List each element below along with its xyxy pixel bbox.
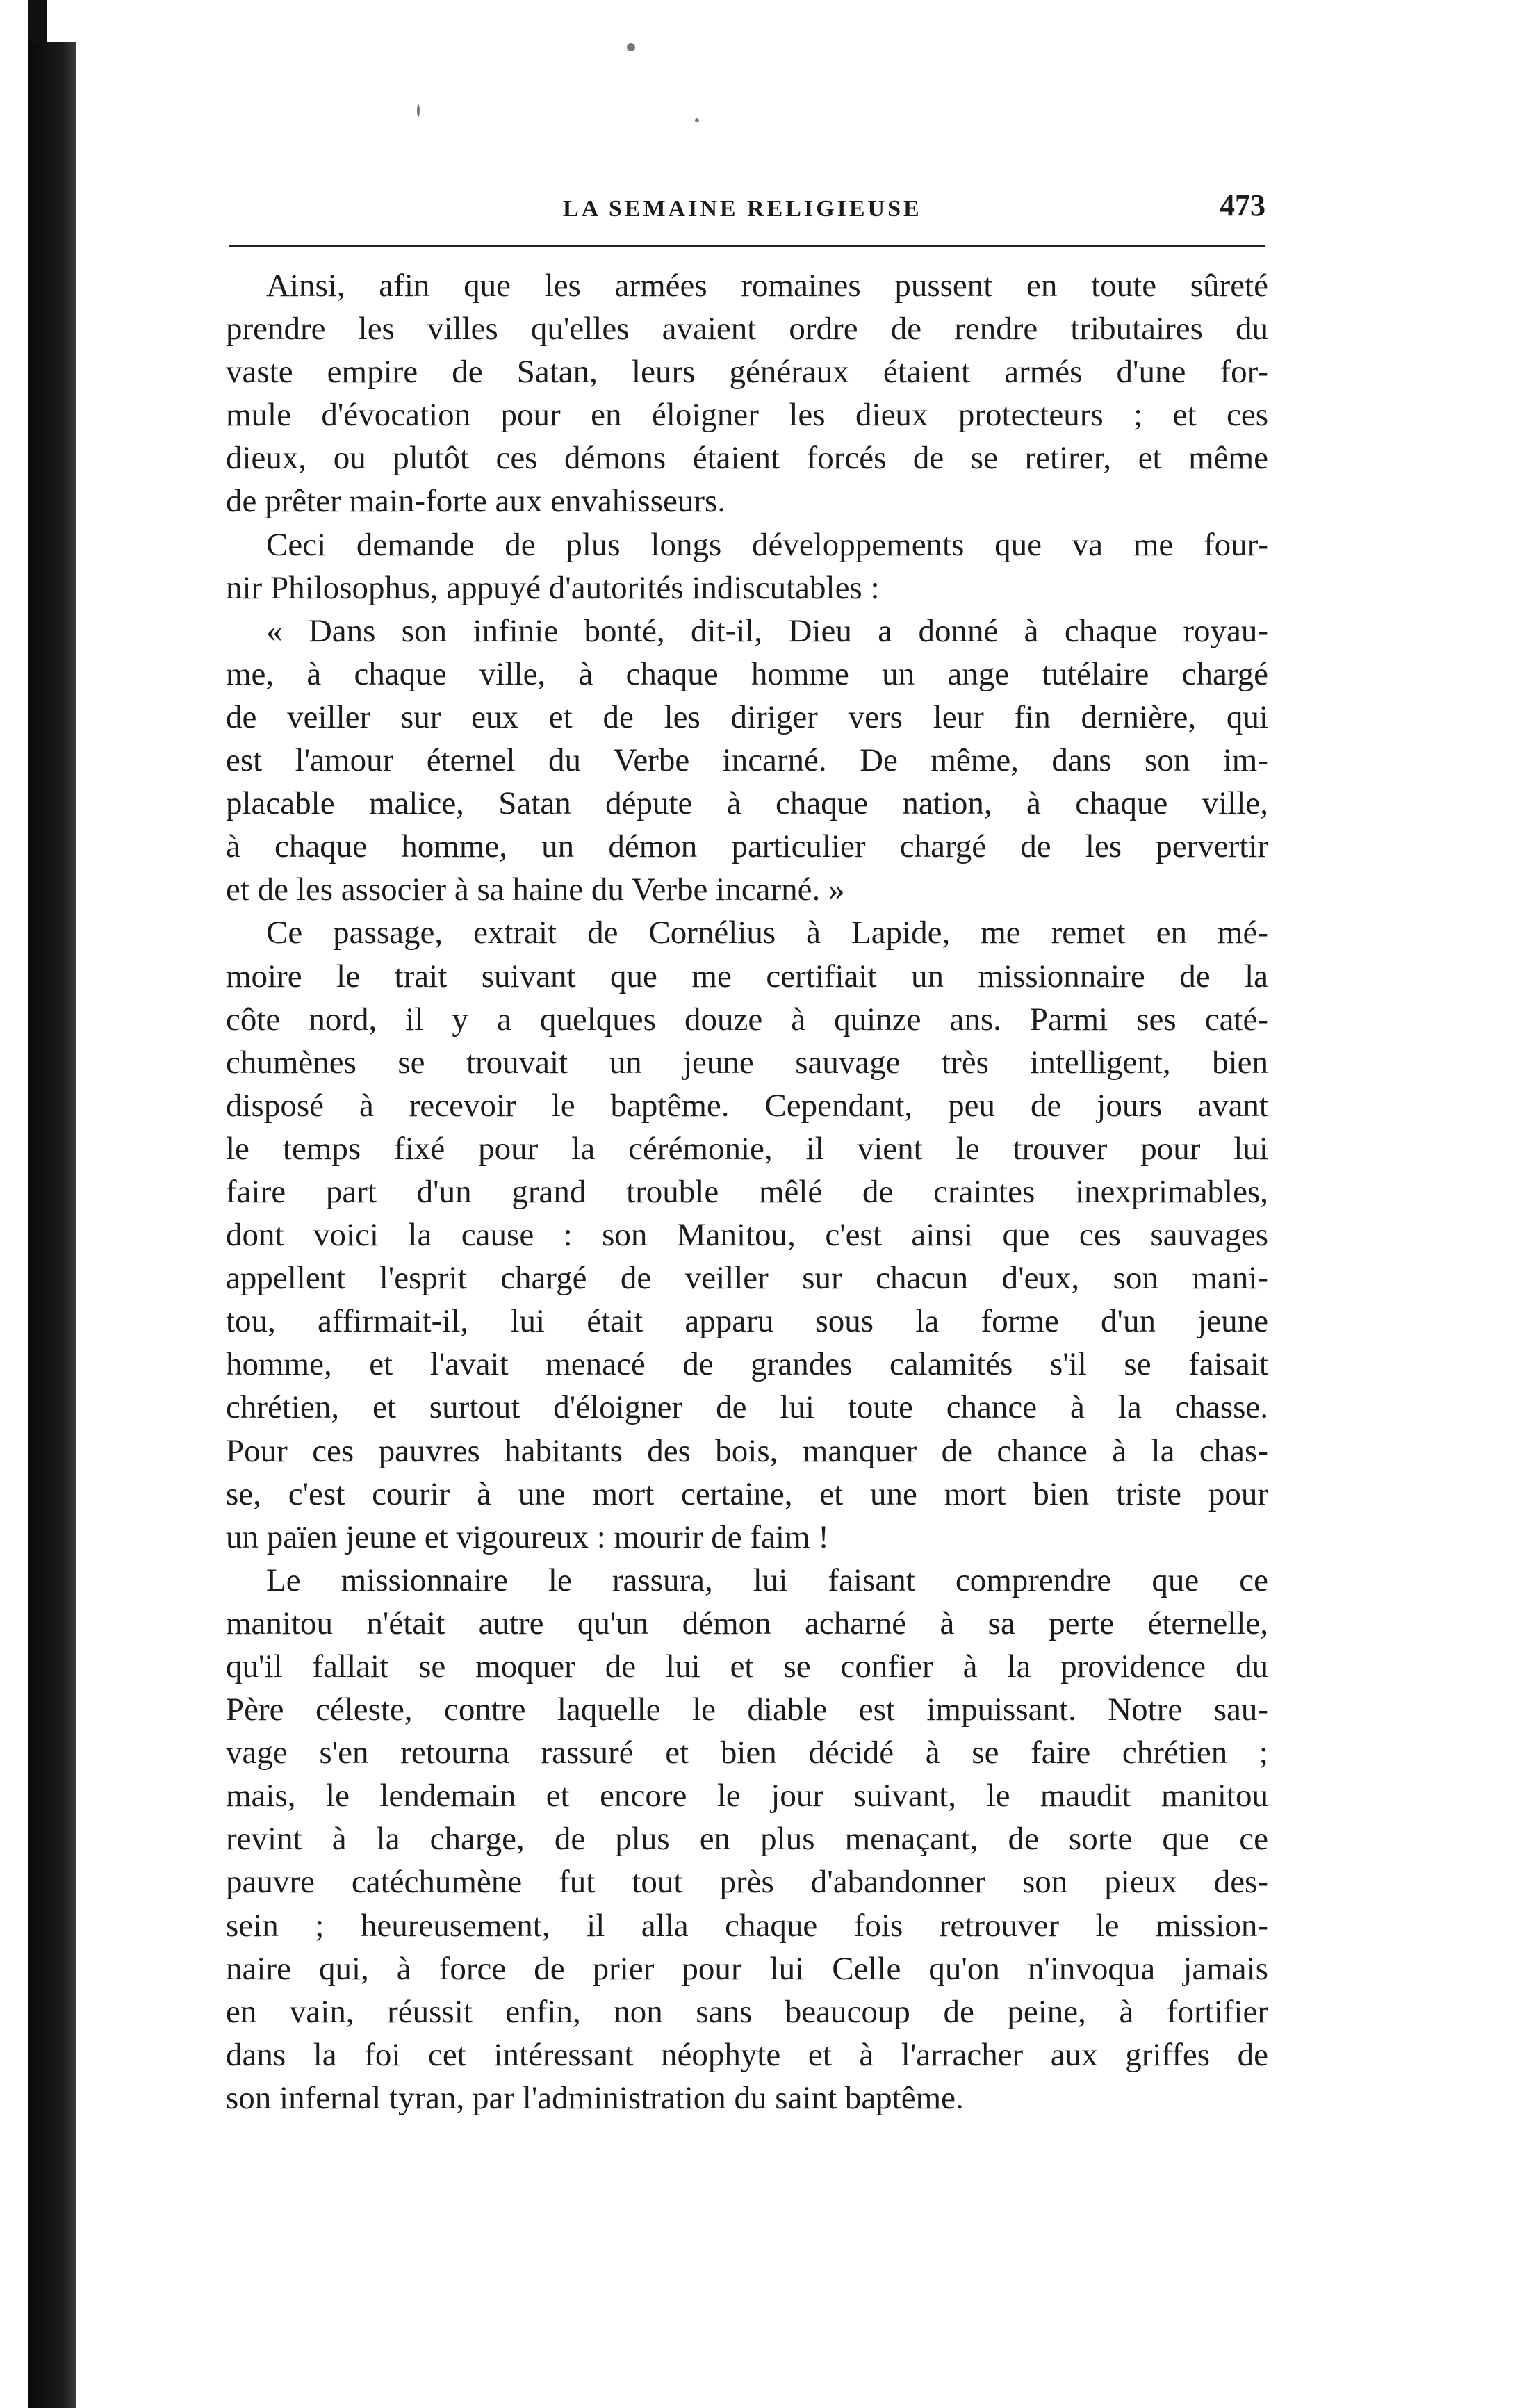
text-line: nir Philosophus, appuyé d'autorités indiscutables : (226, 569, 880, 606)
book-binding-edge (28, 42, 76, 2408)
text-line: se, c'est courir à une mort certaine, et une mort bien triste pour (226, 1475, 1268, 1512)
text-line: à chaque homme, un démon particulier chargé de les pervertir (226, 828, 1268, 865)
text-line: vage s'en retourna rassuré et bien décidé à se faire chrétien ; (226, 1735, 1268, 1771)
text-line: chrétien, et surtout d'éloigner de lui toute chance à la chasse. (226, 1389, 1268, 1426)
text-line: de prêter main-forte aux envahisseurs. (226, 483, 726, 520)
text-line: dont voici la cause : son Manitou, c'est ainsi que ces sauvages (226, 1217, 1268, 1254)
paragraph (226, 609, 1268, 912)
text-line: disposé à recevoir le baptême. Cependant, peu de jours avant (226, 1087, 1268, 1124)
paragraph (226, 523, 1268, 609)
text-line: dieux, ou plutôt ces démons étaient forcés de se retirer, et même (226, 440, 1268, 477)
header-rule (229, 245, 1265, 247)
text-line: faire part d'un grand trouble mêlé de craintes inexprimables, (226, 1173, 1268, 1210)
text-line: revint à la charge, de plus en plus menaçant, de sorte que ce (226, 1821, 1268, 1858)
text-line: Ceci demande de plus longs développements que va me four- (266, 526, 1268, 563)
text-line: Ce passage, extrait de Cornélius à Lapide, me remet en mé- (266, 915, 1268, 951)
text-line: vaste empire de Satan, leurs généraux étaient armés d'une for- (226, 354, 1268, 391)
text-line: « Dans son infinie bonté, dit-il, Dieu a donné à chaque royau- (266, 612, 1268, 649)
page-header (229, 188, 1265, 229)
print-speck (695, 118, 699, 122)
text-line: sein ; heureusement, il alla chaque fois retrouver le mission- (226, 1907, 1268, 1944)
text-line: son infernal tyran, par l'administration du saint baptême. (226, 2079, 964, 2116)
text-line: chumènes se trouvait un jeune sauvage très intelligent, bien (226, 1044, 1268, 1081)
page-number: 473 (1220, 188, 1265, 222)
text-line: mais, le lendemain et encore le jour suivant, le maudit manitou (226, 1778, 1268, 1815)
text-line: Pour ces pauvres habitants des bois, manquer de chance à la chas- (226, 1432, 1268, 1469)
text-line: Ainsi, afin que les armées romaines pussent en toute sûreté (266, 268, 1268, 304)
text-line: Le missionnaire le rassura, lui faisant comprendre que ce (266, 1562, 1268, 1598)
text-body (226, 264, 1268, 2120)
text-line: un païen jeune et vigoureux : mourir de faim ! (226, 1518, 829, 1555)
text-line: Père céleste, contre laquelle le diable est impuissant. Notre sau- (226, 1692, 1268, 1728)
text-line: naire qui, à force de prier pour lui Celle qu'on n'invoqua jamais (226, 1950, 1268, 1987)
text-line: homme, et l'avait menacé de grandes calamités s'il se faisait (226, 1346, 1268, 1383)
text-line: tou, affirmait-il, lui était apparu sous la forme d'un jeune (226, 1303, 1268, 1340)
text-line: pauvre catéchumène fut tout près d'abandonner son pieux des- (226, 1864, 1268, 1901)
text-line: dans la foi cet intéressant néophyte et à l'arracher aux griffes de (226, 2036, 1268, 2073)
text-line: me, à chaque ville, à chaque homme un ange tutélaire chargé (226, 655, 1268, 692)
text-line: de veiller sur eux et de les diriger vers leur fin dernière, qui (226, 698, 1268, 735)
paragraph (226, 264, 1268, 523)
text-line: manitou n'était autre qu'un démon acharné à sa perte éternelle, (226, 1605, 1268, 1641)
text-line: prendre les villes qu'elles avaient ordre de rendre tributaires du (226, 311, 1268, 347)
text-line: côte nord, il y a quelques douze à quinze ans. Parmi ses caté- (226, 1001, 1268, 1038)
text-line: en vain, réussit enfin, non sans beaucoup de peine, à fortifier (226, 1993, 1268, 2030)
text-line: et de les associer à sa haine du Verbe incarné. » (226, 871, 845, 908)
print-speck (627, 43, 635, 51)
text-line: placable malice, Satan députe à chaque nation, à chaque ville, (226, 785, 1268, 822)
text-line: est l'amour éternel du Verbe incarné. De même, dans son im- (226, 742, 1268, 779)
text-line: qu'il fallait se moquer de lui et se confier à la providence du (226, 1648, 1268, 1685)
paragraph (226, 1559, 1268, 2120)
text-line: mule d'évocation pour en éloigner les dieux protecteurs ; et ces (226, 397, 1268, 434)
print-speck (417, 104, 420, 117)
running-title: LA SEMAINE RELIGIEUSE (563, 196, 922, 222)
text-line: le temps fixé pour la cérémonie, il vient le trouver pour lui (226, 1130, 1268, 1167)
binding-edge-top (28, 0, 47, 42)
text-line: appellent l'esprit chargé de veiller sur chacun d'eux, son mani- (226, 1260, 1268, 1297)
text-line: moire le trait suivant que me certifiait un missionnaire de la (226, 958, 1268, 994)
paragraph (226, 911, 1268, 1558)
